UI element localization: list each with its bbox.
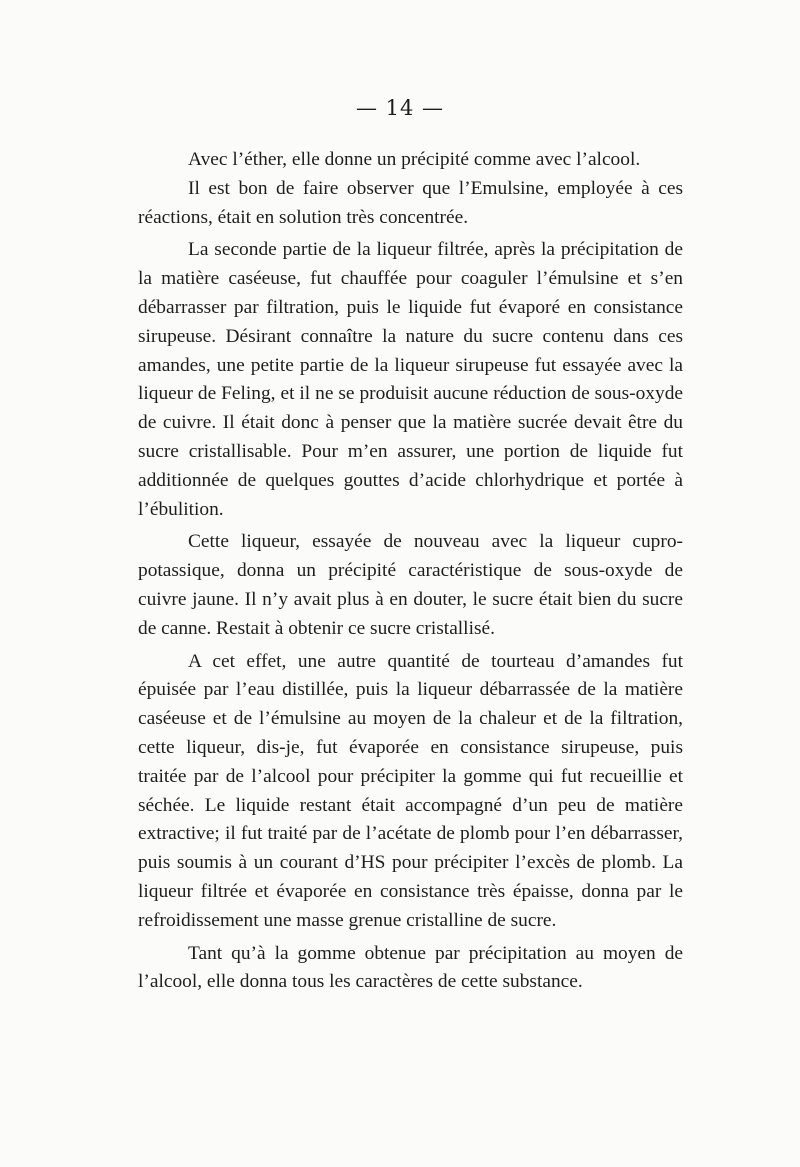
page-number: — 14 — bbox=[355, 96, 445, 120]
paragraph-4: Cette liqueur, essayée de nouveau avec la liqueur cupro-potassique, donna un précipité caractéristique de sous-oxyde de cuivre jaune. Il n’y avait plus à en douter, le sucre était bien du sucre de canne. Restait à obtenir ce sucre cristallisé. bbox=[138, 531, 683, 639]
paragraph-5: A cet effet, une autre quantité de tourteau d’amandes fut épuisée par l’eau distillée, puis la liqueur débarrassée de la matière caséeuse et de l’émulsine au moyen de la chaleur et de la filtration, cette liqueur, dis-je, fut évaporée en consistance sirupeuse, puis traitée par de l’alcool pour précipiter la gomme qui fut recueillie et séchée. Le liquide restant était accompagné d’un peu de matière extractive; il fut traité par de l’acétate de plomb pour l’en débarrasser, puis soumis à un courant d’HS pour précipiter l’excès de plomb. La liqueur filtrée et évaporée en consistance très épaisse, donna par le refroidissement une masse grenue cristalline de sucre. bbox=[138, 650, 683, 931]
paragraph-6: Tant qu’à la gomme obtenue par précipitation au moyen de l’alcool, elle donna tous les caractères de cette substance. bbox=[138, 942, 683, 993]
paragraph-2: Il est bon de faire observer que l’Emulsine, employée à ces réactions, était en solution très concentrée. bbox=[138, 177, 683, 228]
paragraph-1: Avec l’éther, elle donne un précipité comme avec l’alcool. bbox=[188, 149, 641, 170]
body-text bbox=[138, 146, 683, 997]
paragraph-3: La seconde partie de la liqueur filtrée, après la précipitation de la matière caséeuse, fut chauffée pour coaguler l’émulsine et s’en débarrasser par filtration, puis le liquide fut évaporé en consistance sirupeuse. Désirant connaître la nature du sucre contenu dans ces amandes, une petite partie de la liqueur sirupeuse fut essayée avec la liqueur de Feling, et il ne se produisit aucune réduction de sous-oxyde de cuivre. Il était donc à penser que la matière sucrée devait être du sucre cristallisable. Pour m’en assurer, une portion de liquide fut additionnée de quelques gouttes d’acide chlorhydrique et portée à l’ébulition. bbox=[138, 239, 683, 520]
